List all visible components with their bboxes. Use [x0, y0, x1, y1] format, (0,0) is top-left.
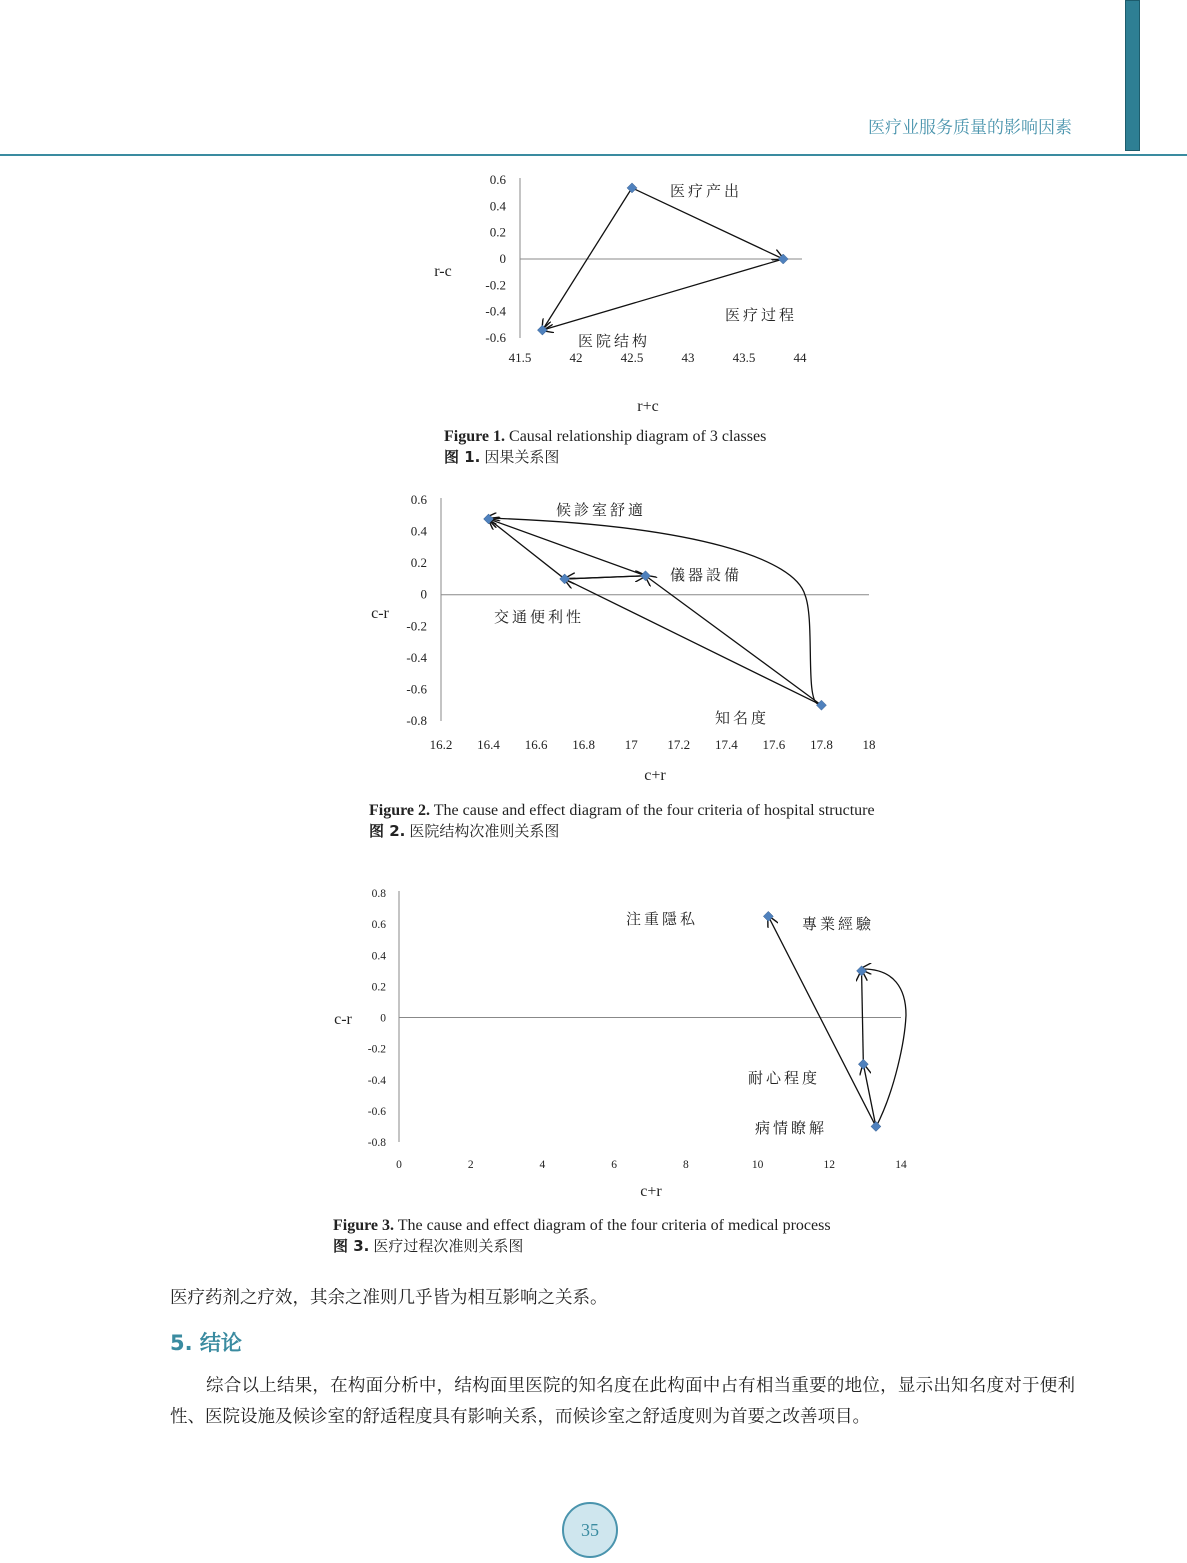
y-tick-label: 0.4 [371, 950, 386, 963]
y-tick-label: -0.4 [367, 1074, 386, 1087]
data-point-label: 医疗产出 [670, 182, 743, 200]
x-tick-label: 14 [895, 1159, 907, 1171]
y-tick-label: 0.2 [489, 224, 506, 240]
y-tick-label: 0.6 [410, 492, 427, 507]
causal-arrow [862, 971, 864, 1064]
y-tick-label: -0.8 [367, 1137, 386, 1149]
x-tick-label: 6 [611, 1159, 618, 1171]
x-tick-label: 16.2 [429, 737, 453, 752]
figure-1-label: Figure 1. [444, 428, 506, 445]
figure-2-label-zh: 图 2. [369, 822, 406, 840]
figure-1-caption-en: Causal relationship diagram of 3 classes [509, 428, 767, 445]
x-tick-label: 0 [396, 1159, 402, 1171]
y-tick-label: 0 [499, 251, 506, 266]
data-point-label: 医院结构 [578, 332, 651, 350]
data-point-label: 注重隱私 [626, 910, 699, 928]
x-tick-label: 16.6 [524, 737, 548, 752]
y-tick-label: -0.2 [485, 277, 506, 293]
data-point-label: 耐心程度 [748, 1069, 821, 1087]
y-axis-label: c-r [371, 605, 389, 622]
figure-3-label: Figure 3. [333, 1217, 395, 1234]
causal-arrow [861, 969, 906, 1127]
x-axis-label: c+r [644, 767, 666, 784]
y-tick-label: -0.6 [485, 330, 506, 345]
x-tick-label: 10 [751, 1159, 764, 1171]
figure-2-label: Figure 2. [369, 802, 431, 819]
x-tick-label: 42 [569, 350, 583, 365]
y-tick-label: -0.4 [485, 303, 506, 319]
data-point-label: 医疗过程 [725, 306, 798, 324]
y-tick-label: -0.8 [406, 713, 427, 728]
x-tick-label: 16.8 [572, 737, 596, 752]
figure-3-caption-en: The cause and effect diagram of the four criteria of medical process [397, 1217, 831, 1234]
x-tick-label: 43 [681, 350, 695, 365]
x-tick-label: 44 [793, 350, 807, 365]
x-tick-label: 17.8 [810, 737, 833, 752]
x-tick-label: 4 [539, 1159, 546, 1171]
figure-2-caption-en: The cause and effect diagram of the four criteria of hospital structure [433, 802, 875, 819]
x-tick-label: 17.6 [762, 737, 786, 752]
y-tick-label: 0.4 [489, 198, 506, 214]
data-point-marker [763, 911, 773, 921]
y-tick-label: 0 [380, 1012, 386, 1025]
x-tick-label: 12 [823, 1159, 836, 1171]
figure-1-caption-zh: 因果关系图 [484, 448, 560, 466]
y-tick-label: -0.2 [367, 1043, 386, 1056]
y-tick-label: 0.4 [410, 523, 427, 539]
figure-3-label-zh: 图 3. [333, 1237, 370, 1255]
x-tick-label: 18 [862, 737, 876, 752]
x-tick-label: 8 [682, 1159, 689, 1171]
x-axis-label: c+r [640, 1183, 662, 1200]
causal-arrow [768, 916, 876, 1126]
causal-arrow [863, 1064, 876, 1126]
data-point-marker [858, 1059, 868, 1069]
y-tick-label: -0.4 [406, 649, 427, 665]
body-paragraph-1: 医疗药剂之疗效，其余之准则几乎皆为相互影响之关系。 [170, 1288, 608, 1308]
y-tick-label: -0.6 [367, 1105, 386, 1118]
running-header-title: 医疗业服务质量的影响因素 [868, 118, 1072, 137]
x-tick-label: 41.5 [508, 350, 532, 365]
figure-3-caption-zh: 医疗过程次准则关系图 [373, 1237, 524, 1255]
x-axis-label: r+c [637, 398, 659, 415]
y-tick-label: 0.6 [489, 172, 506, 187]
data-point-marker [871, 1121, 881, 1131]
data-point-label: 知名度 [715, 709, 770, 727]
y-tick-label: 0 [420, 586, 427, 602]
page-number-badge: 35 [562, 1502, 618, 1558]
section-heading: 5. 结论 [170, 1331, 242, 1355]
x-tick-label: 43.5 [732, 350, 756, 365]
figure-3-caption [333, 1215, 933, 1257]
data-point-label: 候診室舒適 [556, 501, 647, 519]
figure-1-label-zh: 图 1. [444, 448, 481, 466]
x-tick-label: 17 [624, 737, 638, 752]
data-point-label: 儀器設備 [670, 566, 743, 584]
y-axis-label: c-r [334, 1011, 352, 1028]
y-tick-label: 0.6 [371, 919, 386, 932]
x-tick-label: 16.4 [477, 737, 500, 752]
y-tick-label: 0.2 [371, 981, 386, 994]
data-point-label: 交通便利性 [494, 608, 585, 626]
data-point-label: 專業經驗 [802, 915, 875, 933]
y-tick-label: 0.2 [410, 555, 427, 571]
y-axis-label: r-c [434, 263, 452, 280]
x-tick-label: 42.5 [620, 350, 644, 365]
y-tick-label: -0.6 [406, 681, 427, 697]
x-tick-label: 2 [467, 1159, 474, 1171]
x-tick-label: 17.4 [714, 737, 738, 752]
data-point-label: 病情瞭解 [755, 1119, 828, 1137]
x-tick-label: 17.2 [667, 737, 691, 752]
figure-2-caption-zh: 医院结构次准则关系图 [409, 822, 560, 840]
y-tick-label: -0.2 [406, 618, 427, 634]
y-tick-label: 0.8 [371, 888, 386, 900]
body-paragraph-2: 综合以上结果，在构面分析中，结构面里医院的知名度在此构面中占有相当重要的地位，显示出知名度对于便利性、医院设施及候诊室的舒适程度具有影响关系，而候诊室之舒适度则为首要之改善项目。 [170, 1376, 1075, 1427]
data-point-marker [857, 966, 867, 976]
